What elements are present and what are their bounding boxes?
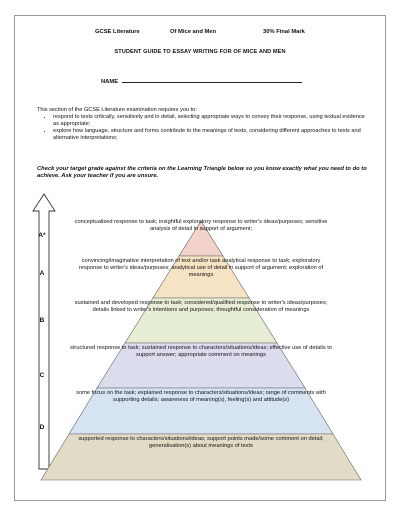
grade-label: C (39, 372, 45, 379)
course-label: GCSE Literature (95, 29, 140, 35)
final-mark-label: 30% Final Mark (263, 29, 305, 35)
intro-lead: This section of the GCSE Literature examination requires you to: (37, 107, 197, 113)
grade-label: D (39, 424, 45, 431)
grade-label: A* (38, 232, 46, 239)
document-page (14, 15, 386, 501)
requirement-item: • explore how language, structure and forms contribute to the meanings of texts, considering different approaches to texts and alternative interpretations; (53, 128, 367, 142)
page-title: STUDENT GUIDE TO ESSAY WRITING FOR OF MICE AND MEN (114, 49, 286, 55)
level-description: convincing/imaginative interpretation of text and/or task analytical response to task; exploratory response to writer's ideas/purposes; analytical use of detail in support of argument; exploration of meanings (78, 258, 324, 279)
level-description: conceptualised response to task; insightful exploratory response to writer's ideas/purposes; sensitive analysis of detail in support of argument; (74, 219, 328, 233)
level-description: supported response to characters/situations/ideas; support points made/some comment on detail; generalisation(s) about meanings of texts (78, 436, 324, 450)
level-description: some focus on the task; explained response to characters/situations/ideas; range of comments with supporting details; awareness of meaning(s), feeling(s) and attitude(s) (76, 390, 326, 404)
book-title: Of Mice and Men (170, 29, 217, 35)
level-description: sustained and developed response to task; considered/qualified response to writer's ideas/purposes; details linked to writer's intentions and purposes; thoughtful consideration of meanings (74, 300, 328, 314)
grade-label: B (39, 317, 45, 324)
grade-label: A (39, 270, 45, 277)
requirement-item: • respond to texts critically, sensitively and in detail, selecting appropriate ways to convey their response, using textual evidence as appropriate; (53, 114, 367, 128)
name-label: NAME (101, 79, 119, 85)
level-description: structured response to task; sustained response to characters/situations/ideas; effective use of details to support answer; appropriate comment on meanings (70, 345, 332, 359)
instruction-text: Check your target grade against the criteria on the Learning Triangle below so you know exactly what you need to do to achieve. Ask your teacher if you are unsure. (37, 166, 367, 180)
